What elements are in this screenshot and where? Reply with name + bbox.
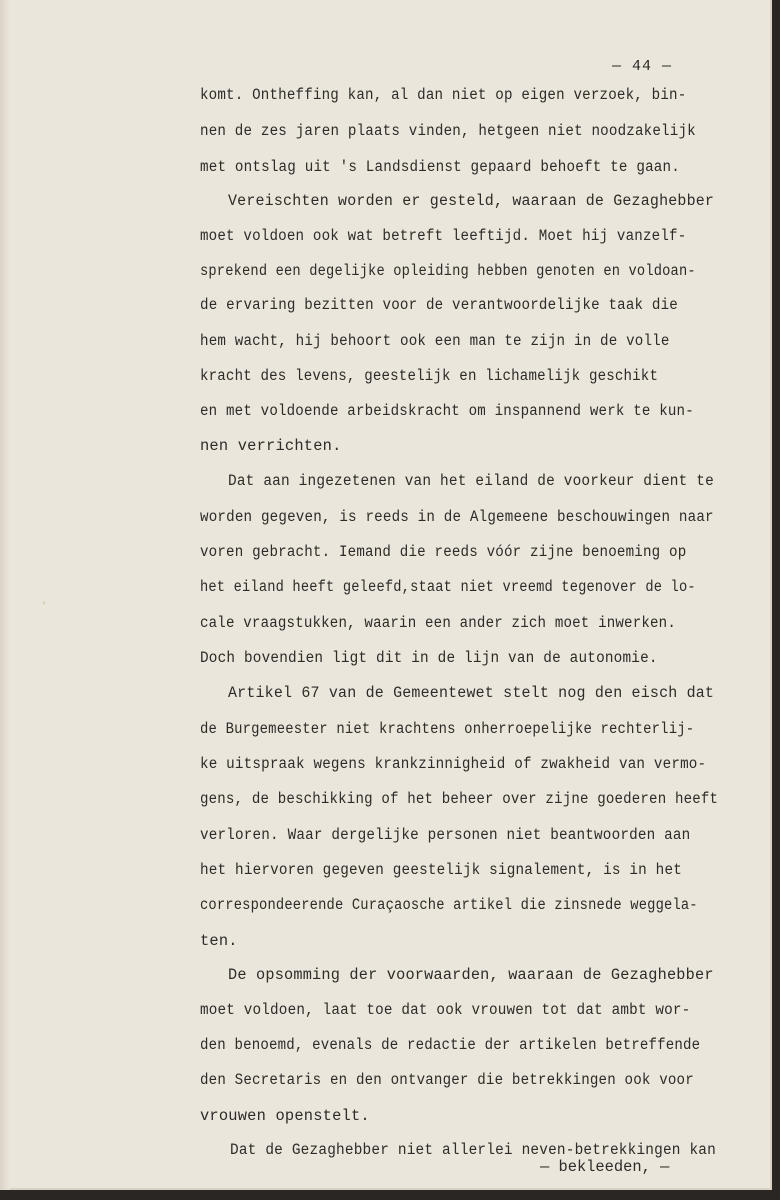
text-line: de Burgemeester niet krachtens onherroepelijke rechterlij-: [200, 720, 695, 738]
text-line: komt. Ontheffing kan, al dan niet op eigen verzoek, bin-: [200, 86, 687, 104]
text-line: ten.: [200, 932, 238, 950]
text-line: worden gegeven, is reeds in de Algemeene beschouwingen naar: [200, 508, 714, 526]
text-line: Dat de Gezaghebber niet allerlei neven-betrekkingen kan: [230, 1141, 716, 1159]
page-number: — 44 —: [612, 58, 673, 75]
text-line: verloren. Waar dergelijke personen niet beantwoorden aan: [200, 826, 691, 844]
catchword: — bekleeden, —: [540, 1158, 670, 1176]
text-line: Artikel 67 van de Gemeentewet stelt nog den eisch dat: [228, 684, 715, 702]
margin-mark: ,: [42, 596, 48, 606]
text-line: en met voldoende arbeidskracht om inspannend werk te kun-: [200, 402, 694, 420]
text-line: het eiland heeft geleefd,staat niet vreemd tegenover de lo-: [200, 578, 696, 596]
text-line: nen de zes jaren plaats vinden, hetgeen niet noodzakelijk: [200, 122, 696, 140]
text-line: sprekend een degelijke opleiding hebben genoten en voldoan-: [200, 262, 696, 280]
text-line: gens, de beschikking of het beheer over zijne goederen heeft: [200, 790, 719, 808]
text-line: cale vraagstukken, waarin een ander zich moet inwerken.: [200, 614, 676, 632]
text-line: nen verrichten.: [200, 437, 342, 455]
text-line: hem wacht, hij behoort ook een man te zijn in de volle: [200, 332, 670, 350]
text-line: den benoemd, evenals de redactie der artikelen betreffende: [200, 1036, 701, 1054]
text-line: het hiervoren gegeven geestelijk signalement, is in het: [200, 861, 682, 879]
text-line: vrouwen openstelt.: [200, 1107, 370, 1125]
text-line: den Secretaris en den ontvanger die betrekkingen ook voor: [200, 1071, 694, 1089]
text-line: Vereischten worden er gesteld, waaraan de Gezaghebber: [228, 192, 715, 210]
text-line: ke uitspraak wegens krankzinnigheid of zwakheid van vermo-: [200, 755, 707, 773]
text-line: Doch bovendien ligt dit in de lijn van de autonomie.: [200, 649, 658, 667]
text-line: Dat aan ingezetenen van het eiland de voorkeur dient te: [228, 472, 714, 490]
text-line: moet voldoen, laat toe dat ook vrouwen tot dat ambt wor-: [200, 1001, 691, 1019]
text-line: correspondeerende Curaçaosche artikel die zinsnede weggela-: [200, 896, 698, 914]
page-edge: [0, 0, 10, 1190]
text-line: kracht des levens, geestelijk en lichamelijk geschikt: [200, 367, 659, 385]
text-line: moet voldoen ook wat betreft leeftijd. Moet hij vanzelf-: [200, 227, 687, 245]
text-line: met ontslag uit 's Landsdienst gepaard behoeft te gaan.: [200, 158, 680, 176]
text-line: de ervaring bezitten voor de verantwoordelijke taak die: [200, 296, 678, 314]
text-line: De opsomming der voorwaarden, waaraan de Gezaghebber: [228, 966, 714, 984]
text-line: voren gebracht. Iemand die reeds vóór zijne benoeming op: [200, 543, 687, 561]
